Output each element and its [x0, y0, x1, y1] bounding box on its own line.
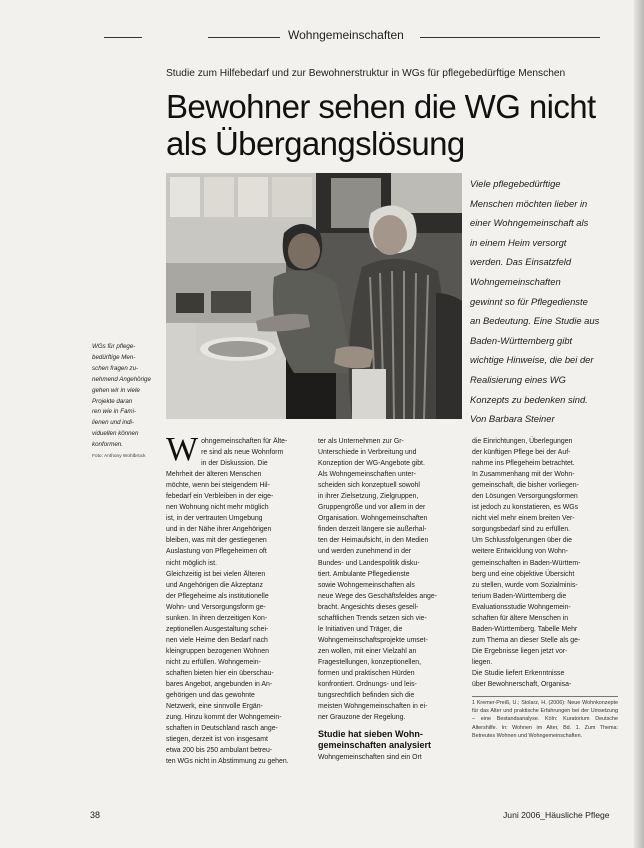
body-line: kleingruppen bezogenen Wohnen — [166, 647, 269, 655]
lead-line: Konzepts zu bedenken sind. — [470, 393, 588, 405]
body-line: die Einrichtungen, Überlegungen — [472, 438, 573, 445]
body-line: stiegen, derzeit ist von insgesamt — [166, 736, 268, 744]
body-line: schaften in Deutschland rasch ange- — [166, 725, 278, 733]
issue-label: Juni 2006_Häusliche Pflege — [503, 810, 610, 820]
body-line: zu stellen, wurde vom Sozialminis- — [472, 581, 578, 589]
body-line: Evaluationsstudie Wohngemein- — [472, 603, 571, 611]
body-line: febedarf ein Verbleiben in der eige- — [166, 493, 274, 501]
headline-line-1: Bewohner sehen die WG nicht — [166, 88, 596, 125]
body-line: bleiben, was mit der gestiegenen — [166, 537, 267, 545]
dropcap: W — [166, 431, 199, 468]
body-line: meisten Wohngemeinschaften in ei- — [318, 703, 428, 711]
body-line: tiert. Ambulante Pflegedienste — [318, 570, 410, 578]
lead-line: Baden-Württemberg gibt — [470, 334, 573, 346]
body-line: sorgungsbedarf sind zu erfüllen. — [472, 526, 571, 534]
body-line: ner Grauzone der Regelung. — [318, 714, 406, 722]
headline — [166, 88, 606, 162]
body-line: nicht viel mehr einem breiten Ver- — [472, 515, 575, 523]
photo-credit: Foto: Anthony Wohlbrück — [92, 454, 146, 460]
body-line: tungsrechtlich befinden sich die — [318, 692, 415, 700]
kicker: Studie zum Hilfebedarf und zur Bewohnerstruktur in WGs für pflegebedürftige Menschen — [166, 68, 566, 79]
lead-line: Wohngemeinschaften — [470, 275, 561, 287]
body-line: Als Wohngemeinschaften unter- — [318, 471, 416, 479]
body-line: und Angehörigen die Akzeptanz — [166, 581, 263, 589]
lead-line: Viele pflegebedürftige — [470, 178, 561, 189]
body-line: der künftigen Pflege bei der Auf- — [472, 449, 571, 457]
body-line: der Pflegeheime als institutionelle — [166, 592, 269, 600]
body-line: terium Baden-Württemberg die — [472, 592, 567, 600]
body-line: le Initiativen und Träger, die — [318, 625, 403, 633]
body-line: gehörigen und das gewohnte — [166, 692, 255, 700]
header-rule-left — [104, 37, 142, 38]
body-line: gemeinschaft, die bisher vorliegen- — [472, 482, 579, 490]
body-line: schaften bieten hier ein überschau- — [166, 669, 274, 677]
body-line: nahme ins Pflegeheim betrachtet. — [472, 460, 575, 468]
body-line: Um Schlussfolgerungen über die — [472, 537, 572, 545]
body-column-1 — [166, 431, 314, 767]
body-line: über Bewohnerschaft, Organisa- — [472, 681, 572, 689]
lead-line: gewinnt so für Pflegedienste — [470, 295, 588, 307]
body-line: Bundes- und Landespolitik disku- — [318, 559, 420, 567]
lead-line: werden. Das Einsatzfeld — [470, 256, 572, 268]
lead-line: einer Wohngemeinschaft als — [470, 217, 589, 229]
body-line: In Zusammenhang mit der Wohn- — [472, 471, 575, 479]
body-column-2 — [318, 436, 466, 763]
footnote: 1 Kremer-Preiß, U.; Stolarz, H. (2006): Neue Wohnkonzepte für das Alter und praktische Erfahrungen bei der Umsetzung – eine Bestandsanalyse. Köln: Kuratorium Deutsche Altershilfe. In: Wohnen im Alter, Bd. 1. Zum Thema: Betreutes Wohnen und Wohngemeinschaften. — [472, 696, 618, 740]
body-line: formen und praktischen Hürden — [318, 669, 415, 677]
caption-line: viduellen können — [92, 430, 139, 438]
body-line: in ihrer Zielsetzung, Zielgruppen, — [318, 493, 419, 501]
caption-line: gehen wir in viele — [92, 386, 140, 394]
body-line: sowie Wohngemeinschaften als — [318, 581, 415, 589]
page-edge-shadow — [634, 0, 644, 848]
body-line: den Lösungen Versorgungsformen — [472, 493, 578, 501]
body-line: zeptionellen Ausgestaltung schei- — [166, 625, 269, 633]
article-photo — [166, 173, 462, 419]
body-line: nen Wohnung nicht mehr möglich — [166, 504, 269, 512]
body-line: nicht möglich ist. — [166, 559, 217, 567]
body-line: Die Ergebnisse liegen jetzt vor- — [472, 647, 568, 655]
body-line: re sind als neue Wohnform — [201, 449, 284, 457]
body-line: finden derzeit längere sie außerhal- — [318, 526, 427, 534]
body-line: weitere Entwicklung von Wohn- — [472, 548, 569, 556]
body-line: Fragestellungen, konzeptionellen, — [318, 658, 422, 666]
header-rule-right — [420, 37, 600, 38]
caption-line: ren wie in Fami- — [92, 408, 137, 416]
body-line: möchte, wenn bei steigendem Hil- — [166, 482, 270, 490]
body-line: ten der Heimaufsicht, in den Medien — [318, 537, 429, 545]
body-line: Gleichzeitig ist bei vielen Älteren — [166, 570, 266, 578]
body-line: ist, in der vertrauten Umgebung — [166, 515, 263, 523]
body-line: gemeinschaften in Baden-Württem- — [472, 559, 581, 567]
body-line: ist jedoch zu konstatieren, es WGs — [472, 504, 579, 512]
lead-line: in einem Heim versorgt — [470, 236, 567, 248]
lead-byline: Von Barbara Steiner — [470, 413, 555, 425]
body-line: scheiden sich konzeptuell sowohl — [318, 482, 420, 490]
body-line: Wohngemeinschaftsprojekte umset- — [318, 636, 428, 644]
body-line: Unterschiede in Verbreitung und — [318, 449, 417, 457]
caption-line: Projekte daran — [92, 397, 133, 405]
caption-line: lienen und indi- — [92, 419, 134, 427]
body-line: zung. Hinzu kommt der Wohngemein- — [166, 714, 282, 722]
body-line: Netzwerk, eine sinnvolle Ergän- — [166, 703, 263, 711]
lead-line: Menschen möchten lieber in — [470, 197, 588, 209]
body-line: Wohn- und Versorgungsform ge- — [166, 603, 266, 611]
body-line: und werden zunehmend in der — [318, 548, 412, 556]
body-column-3 — [472, 436, 618, 740]
caption-line: schen fragen zu- — [92, 364, 139, 372]
body-line: berg und eine objektive Übersicht — [472, 570, 575, 578]
body-line: Gruppengröße und vor allem in der — [318, 504, 426, 512]
body-line: liegen. — [472, 658, 493, 666]
body-line: Mehrheit der älteren Menschen — [166, 471, 262, 479]
lead-line: wichtige Hinweise, die bei der — [470, 354, 594, 366]
headline-line-2: als Übergangslösung — [166, 125, 465, 162]
body-line: Baden-Württemberg. Tabelle Mehr — [472, 625, 578, 633]
caption-line: nehmend Angehörige — [92, 375, 151, 383]
body-line: Auslastung von Pflegeheimen oft — [166, 548, 267, 556]
photo-caption — [92, 342, 158, 460]
section-header — [104, 24, 604, 44]
lead-line: Realisierung eines WG — [470, 373, 566, 385]
subheading: Studie hat sieben Wohn- gemeinschaften analysiert — [318, 729, 432, 751]
page-number: 38 — [90, 810, 101, 820]
body-line: schaftlichen Trends setzen sich vie- — [318, 614, 427, 622]
body-line: und in der Nähe ihrer Angehörigen — [166, 526, 272, 534]
body-line: Die Studie liefert Erkenntnisse — [472, 669, 565, 677]
body-line: zen wollen, mit einer Vielzahl an — [318, 647, 417, 655]
body-line: nen viele Heime den Bedarf nach — [166, 636, 268, 644]
body-line: schaften für ältere Menschen in — [472, 614, 569, 622]
body-line: Organisation. Wohngemeinschaften — [318, 515, 428, 523]
body-line: Konzeption der WG-Angebote gibt. — [318, 460, 425, 468]
body-line: in der Diskussion. Die — [201, 460, 268, 468]
body-line: ter als Unternehmen zur Gr- — [318, 438, 404, 445]
body-line: Wohngemeinschaften sind ein Ort — [318, 754, 422, 762]
caption-line: bedürftige Men- — [92, 353, 136, 361]
lead-line: an Bedeutung. Eine Studie aus — [470, 315, 600, 327]
lead-paragraph — [470, 174, 620, 429]
body-line: bares Angebot, angebunden in An- — [166, 681, 273, 689]
caption-line: konformen. — [92, 441, 123, 449]
body-line: nicht zu erfüllen. Wohngemein- — [166, 658, 261, 666]
body-line: neue Wege des Geschäftsfeldes ange- — [318, 592, 438, 600]
caption-line: WGs für pflege- — [92, 343, 136, 350]
body-line: zum Thema an dieser Stelle als ge- — [472, 636, 581, 644]
section-label: Wohngemeinschaften — [288, 28, 404, 42]
body-line: konfrontiert. Ordnungs- und leis- — [318, 681, 417, 689]
kitchen-photo-illustration — [166, 173, 462, 419]
header-rule-mid — [208, 37, 280, 38]
body-line: bracht. Angesichts dieses gesell- — [318, 603, 419, 611]
body-line: etwa 200 bis 250 ambulant betreu- — [166, 747, 273, 755]
body-line: ten WGs nicht in Abstimmung zu gehen. — [166, 758, 289, 766]
body-line: ohngemeinschaften für Älte- — [201, 438, 288, 445]
body-line: sunken. In ihren derzeitigen Kon- — [166, 614, 268, 622]
